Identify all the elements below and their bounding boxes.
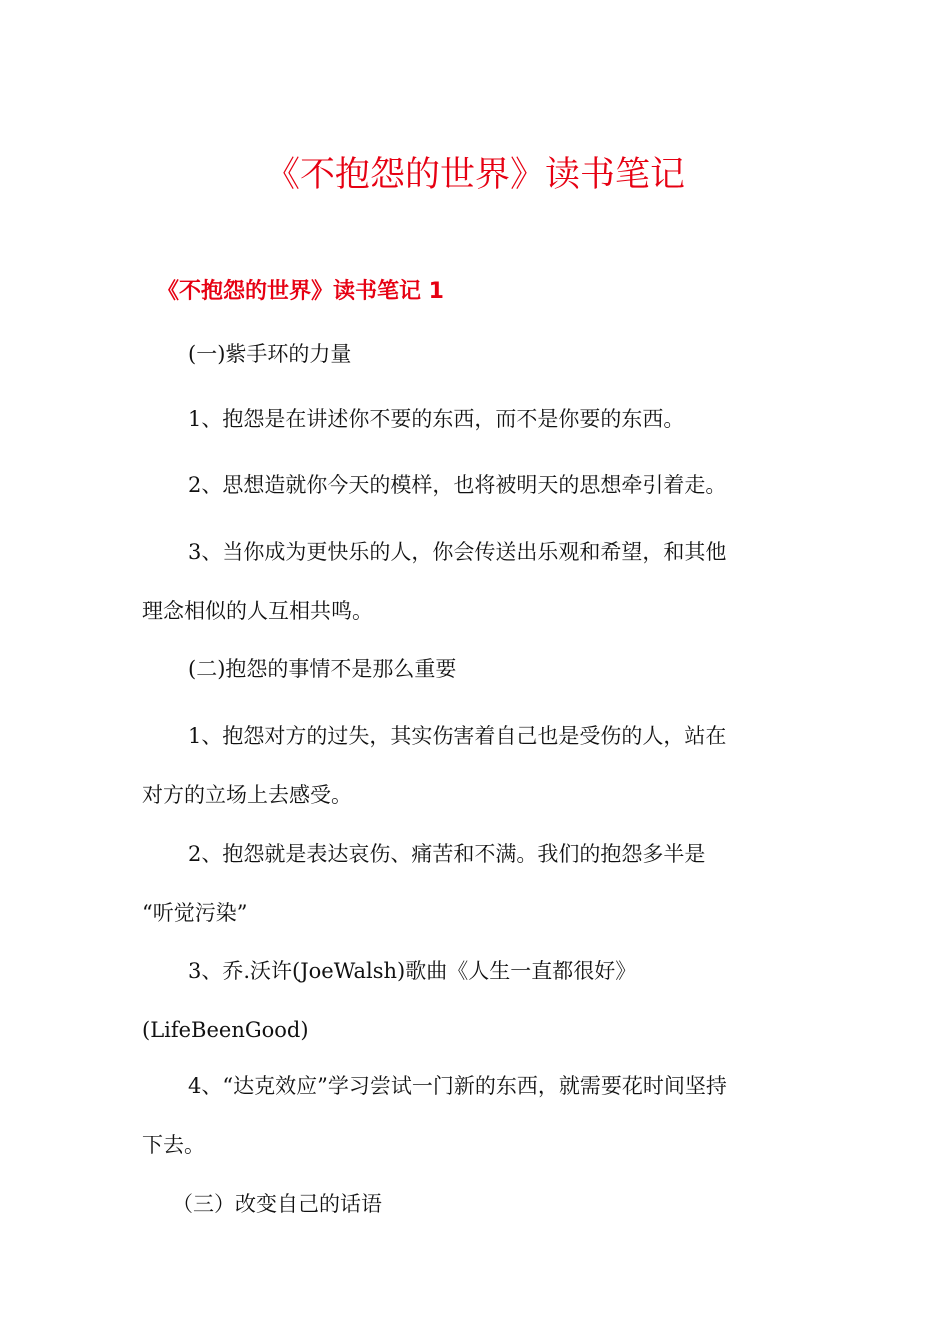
paragraph-5 (142, 640, 822, 699)
paragraph-line: 1、抱怨是在讲述你不要的东西，而不是你要的东西。 (188, 407, 685, 431)
paragraph-line: 对方的立场上去感受。 (142, 783, 352, 807)
paragraph-9 (142, 1057, 822, 1175)
paragraph-line: (一)紫手环的力量 (188, 342, 352, 366)
paragraph-7 (142, 825, 822, 943)
paragraph-1 (142, 325, 822, 384)
paragraph-8 (142, 942, 822, 1060)
paragraph-3 (142, 456, 822, 515)
paragraph-line: 3、乔.沃许(JoeWalsh)歌曲《人生一直都很好》 (188, 959, 637, 983)
paragraph-line: 2、思想造就你今天的模样，也将被明天的思想牵引着走。 (188, 473, 727, 497)
paragraph-6 (142, 707, 822, 825)
paragraph-2 (142, 390, 822, 449)
paragraph-line: 下去。 (142, 1133, 205, 1157)
paragraph-line: (LifeBeenGood) (142, 1018, 309, 1042)
paragraph-line: 3、当你成为更快乐的人，你会传送出乐观和希望，和其他 (188, 540, 727, 564)
paragraph-line: 理念相似的人互相共鸣。 (142, 599, 373, 623)
document-title: 《不抱怨的世界》读书笔记 (264, 155, 685, 195)
paragraph-4 (142, 523, 822, 641)
paragraph-line: 1、抱怨对方的过失，其实伤害着自己也是受伤的人，站在 (188, 724, 727, 748)
section-heading: 《不抱怨的世界》读书笔记 1 (157, 279, 444, 304)
paragraph-line: (二)抱怨的事情不是那么重要 (188, 657, 457, 681)
paragraph-line: 2、抱怨就是表达哀伤、痛苦和不满。我们的抱怨多半是 (188, 842, 706, 866)
paragraph-line: 4、“达克效应”学习尝试一门新的东西，就需要花时间坚持 (188, 1074, 727, 1098)
paragraph-10 (142, 1175, 822, 1234)
paragraph-line: （三）改变自己的话语 (172, 1192, 382, 1216)
paragraph-line: “听觉污染” (142, 901, 248, 925)
